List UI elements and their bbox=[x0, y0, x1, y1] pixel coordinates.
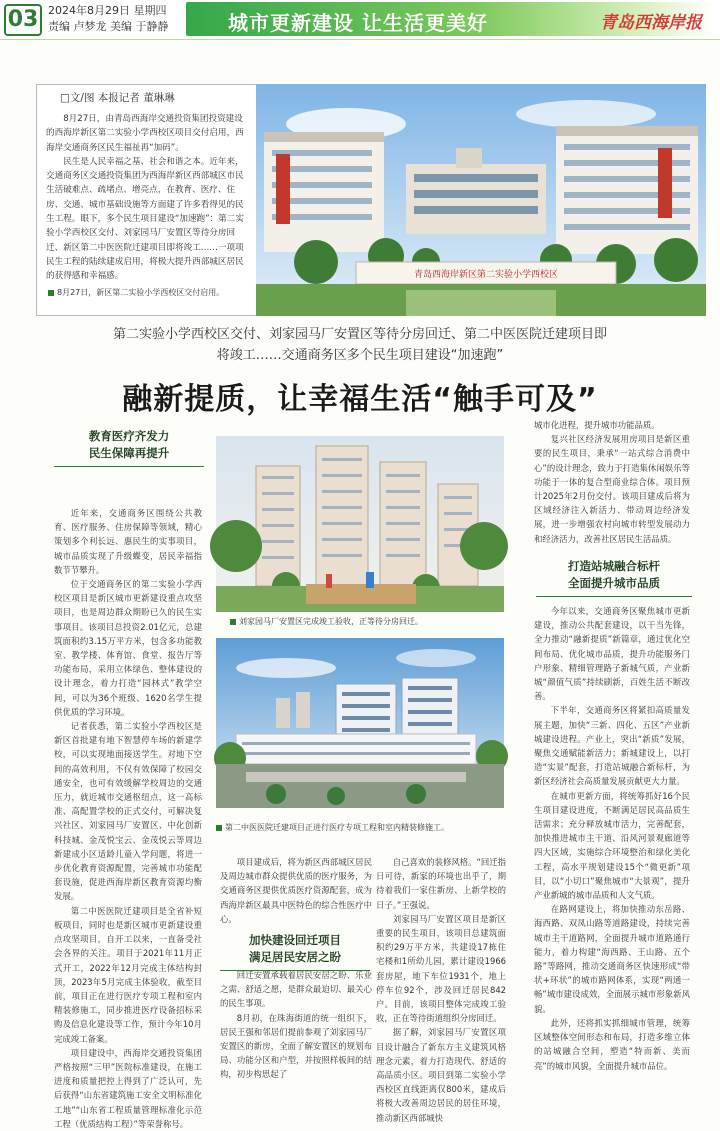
body-paragraph: 刘家园马厂安置区项目是新区重要的民生项目，该项目总建筑面积约29万平方米，共建设17栋住宅楼和1所幼儿园，累计建设1966套房屋，地下车位1931个，地上停车位92个，涉及回迁居民842户。目前，该项目整体完成竣工验收，正在等待街道组织分房回迁。 bbox=[376, 913, 506, 1024]
photo1-caption bbox=[48, 287, 253, 299]
body-paragraph: 8月初，在珠海街道的统一组织下，居民王强和邻居们提前参观了刘家园马厂安置区的新房，全面了解安置区的规划布局、功能分区和户型，并按照样板间的结构，初步构思起了 bbox=[220, 1012, 372, 1080]
banner-title: 城市更新建设 让生活更美好 bbox=[228, 11, 488, 35]
column-1 bbox=[54, 506, 202, 1131]
photo1-caption-text: 8月27日，新区第二实验小学西校区交付启用。 bbox=[57, 288, 225, 297]
body-paragraph: 在城市更新方面，将统筹抓好16个民生项目建设进度，不断满足居民高品质生活需求；充分释放城市活力，完善配套，加快推进城市主干道、沿风河景观廊道等四大区域，实施综合环境整治和绿化美化工程，高水平规划建设15个“微更新”项目，以“小切口”聚焦城市“大景观”，提升产业新城的城市品质和人文气质。 bbox=[534, 790, 690, 901]
school-sign-text: 青岛西海岸新区第二实验小学西校区 bbox=[413, 270, 559, 280]
section-head-line2: 全面提升城市品质 bbox=[568, 576, 660, 590]
body-paragraph: 城市化进程，提升城市功能品质。 bbox=[534, 420, 660, 430]
lead-paragraph: 民生是人民幸福之基、社会和谐之本。近年来，交通商务区交通投资集团为西海岸新区西部城区市民生活破难点、疏堵点、增亮点，在教育、医疗、住房、交通、城市基础设施等方面建了许多看得见的民生工程。眼下，多个民生项目建设“加速跑”：第二实验小学西校区交付、刘家园马厂安置区等待分房回迁、新区第二中医医院迁建项目即将竣工……一项项民生工程的陆续建成启用，将极大提升西部城区居民的获得感和幸福感。 bbox=[46, 156, 244, 282]
body-paragraph: 近年来，交通商务区围绕公共教育、医疗服务、住房保障等领域，精心策划多个利长远、惠民生的实事项目，城市品质实现了升级蝶变，居民幸福指数节节攀升。 bbox=[54, 508, 202, 575]
lead-text bbox=[46, 112, 246, 284]
section-head-line1: 打造站城融合标杆 bbox=[568, 559, 660, 573]
section-head-spacer bbox=[220, 926, 372, 968]
body-paragraph: 今年以来，交通商务区聚焦城市更新建设，推动公共配套建设，以干当先锋，全力推动“融新提质”新篇章，通过优化空间布局、优化城市品质，提升功能服务门户形象、精细管理路子新城气质，产业新城“颜值气质”持续刷新，百姓生活不断改善。 bbox=[534, 606, 690, 702]
section-head-line2: 满足居民安居之盼 bbox=[249, 950, 341, 964]
section-divider bbox=[536, 596, 692, 597]
column-4-lower bbox=[534, 604, 690, 1073]
column-3 bbox=[376, 855, 506, 1125]
hospital-photo-image bbox=[216, 638, 504, 808]
resettlement-photo bbox=[216, 436, 504, 612]
byline: □文/图 本报记者 董琳琳 bbox=[60, 92, 175, 104]
column-4 bbox=[534, 418, 690, 546]
subheadline: 第二实验小学西校区交付、刘家园马厂安置区等待分房回迁、第二中医医院迁建项目即将竣工……交通商务区多个民生项目建设“加速跑” bbox=[112, 327, 607, 363]
section-banner bbox=[186, 2, 714, 36]
section-head-line1: 加快建设回迁项目 bbox=[249, 933, 341, 947]
photo2-caption-text: 刘家园马厂安置区完成竣工验收，正等待分房回迁。 bbox=[239, 617, 423, 626]
body-paragraph: 回迁安置承载着居民安居之盼、乐业之需、舒适之愿，是群众最迫切、最关心的民生事项。 bbox=[220, 970, 372, 1009]
page-header bbox=[0, 0, 720, 40]
body-paragraph: 项目建成后，将为新区西部城区居民及周边城市群众提供优质的医疗服务，为交通商务区提供优质医疗资源配套，成为西海岸新区最具中医特色的综合性医疗中心。 bbox=[220, 857, 372, 924]
resettlement-photo-image bbox=[216, 436, 504, 612]
issue-meta bbox=[48, 3, 169, 35]
section-divider bbox=[54, 466, 204, 467]
section-head-education bbox=[54, 428, 204, 462]
body-paragraph: 此外，还将抓实抓细城市管理，统筹区域整体空间形态和布局，打造多维立体的站城融合空间，塑造“特而新、美而亮”的城市风貌，全面提升城市品位。 bbox=[534, 1017, 690, 1071]
body-paragraph: 据了解，刘家园马厂安置区项目设计融合了新东方主义建筑风格理念元素，着力打造现代、舒适的高品质小区。项目到第二实验小学西校区直线距离仅800米，建成后将极大改善周边居民的居住环境，推动新区西部城快 bbox=[376, 1027, 506, 1123]
body-paragraph: 在路网建设上，将加快推动东岳路、海西路、双凤山路等道路建设，持续完善城市主干道路网，全面提升城市道路通行能力，着力构建“海西路、王山路、五个路”等路网，推动交通商务区快速形成“带状+环状”的城市路网体系，实现“两通一畅”城市建设成效，全面展示城市形象新风貌。 bbox=[534, 904, 690, 1014]
body-paragraph: 第二中医医院迁建项目是全省补短板项目，同时也是新区城市更新建设重点攻坚项目，自开工以来，一直备受社会各界的关注。项目于2021年11月正式开工，2022年12月完成主体结构封顶，2023年5月完成主体验收，截至目前，项目正在进行医疗专项工程和室内精装修施工，同步推进医疗设备招标采购及信息化建设等工作，预计今年10月完成竣工备案。 bbox=[54, 905, 202, 1044]
editor-line: 责编 卢梦龙 美编 于静静 bbox=[48, 20, 169, 33]
photo2-caption bbox=[230, 616, 500, 627]
section-head-line1: 教育医疗齐发力 bbox=[88, 429, 170, 443]
body-paragraph: 位于交通商务区的第二实验小学西校区项目是新区城市更新建设重点攻坚项目，也是周边群众期盼已久的民生实事项目。该项目总投资2.01亿元，总建筑面积约3.15万平方米，包含多功能教室、教学楼、体育馆、食堂、报告厅等功能布局，采用立体绿色、整体建设的设计理念，着力打造“园林式”教学空间，可以为36个班级、1620名学生提供优质的学习环境。 bbox=[54, 579, 202, 717]
body-paragraph: 记者获悉，第二实验小学西校区是新区首批建有地下智慧停车场的新建学校，可以实现地面接送学生。对地下空间的高效利用，不仅有效保障了校园交通安全，也可有效缓解学校周边的交通压力，就近城市交通枢纽点，这一高标准、高配置学校的正式交付，可解决复兴社区、刘家园马厂安置区、中化创新科技城、金茂悦宝云、金茂悦云等周边新建成小区适龄儿童入学问题，将进一步优化教育资源配置，完善城市功能配套设施，促进西海岸新区教育资源均衡发展。 bbox=[54, 721, 202, 902]
photo3-caption-text: 第二中医医院迁建项目正进行医疗专项工程和室内精装修施工。 bbox=[225, 823, 449, 832]
hospital-photo bbox=[216, 638, 504, 808]
school-photo bbox=[256, 84, 706, 316]
body-paragraph: 复兴社区经济发展用房项目是新区重要的民生项目，秉承“一站式综合消费中心”的设计理念，致力于打造集休闲娱乐等功能于一体的复合型商业综合体。项目预计2025年2月份交付。该项目建成后将为区域经济注入新活力、带动周边经济发展，进一步增强农村向城市转型发展动力和经济活力，改善社区居民生活品质。 bbox=[534, 434, 690, 544]
photo3-caption bbox=[216, 822, 506, 833]
school-photo-image bbox=[256, 84, 706, 316]
body-paragraph: 自己喜欢的装修风格。“回迁指日可待，新家的环境也出乎了，期待着我们一家住新房、上新学校的日子。”王强说。 bbox=[376, 857, 507, 910]
date-line: 2024年8月29日 星期四 bbox=[48, 4, 167, 17]
main-headline: 融新提质，让幸福生活“触手可及” bbox=[122, 382, 598, 417]
section-head-station bbox=[536, 558, 692, 592]
body-paragraph: 下半年，交通商务区将紧扣高质量发展主题，加快“三新、四化、五区”产业新城建设进程。产业上，突出“新质”发展，聚焦交通赋能新活力；新城建设上，以打造“实景”配套，打造站城融合新标杆，为新区经济社会高质量发展贡献更大力量。 bbox=[534, 705, 690, 787]
paper-logo: 青岛西海岸报 bbox=[600, 13, 702, 33]
lead-paragraph: 8月27日，由青岛西海岸交通投资集团投资建设的西海岸新区第二实验小学西校区项目交付启用，西海岸交通商务区民生福祉再“加码”。 bbox=[46, 114, 244, 153]
body-paragraph: 项目建设中，西海岸交通投资集团严格按照“三甲”医院标准建设，在施工进度和质量把控上得到了广泛认可，先后获得“山东省建筑施工安全文明标准化工地”“山东省工程质量管理标准化示范工程（优质结构工程）”等荣誉称号。 bbox=[54, 1047, 202, 1129]
page-number: 03 bbox=[4, 4, 42, 36]
column-2 bbox=[220, 855, 372, 1082]
section-head-line2: 民生保障再提升 bbox=[88, 446, 170, 460]
